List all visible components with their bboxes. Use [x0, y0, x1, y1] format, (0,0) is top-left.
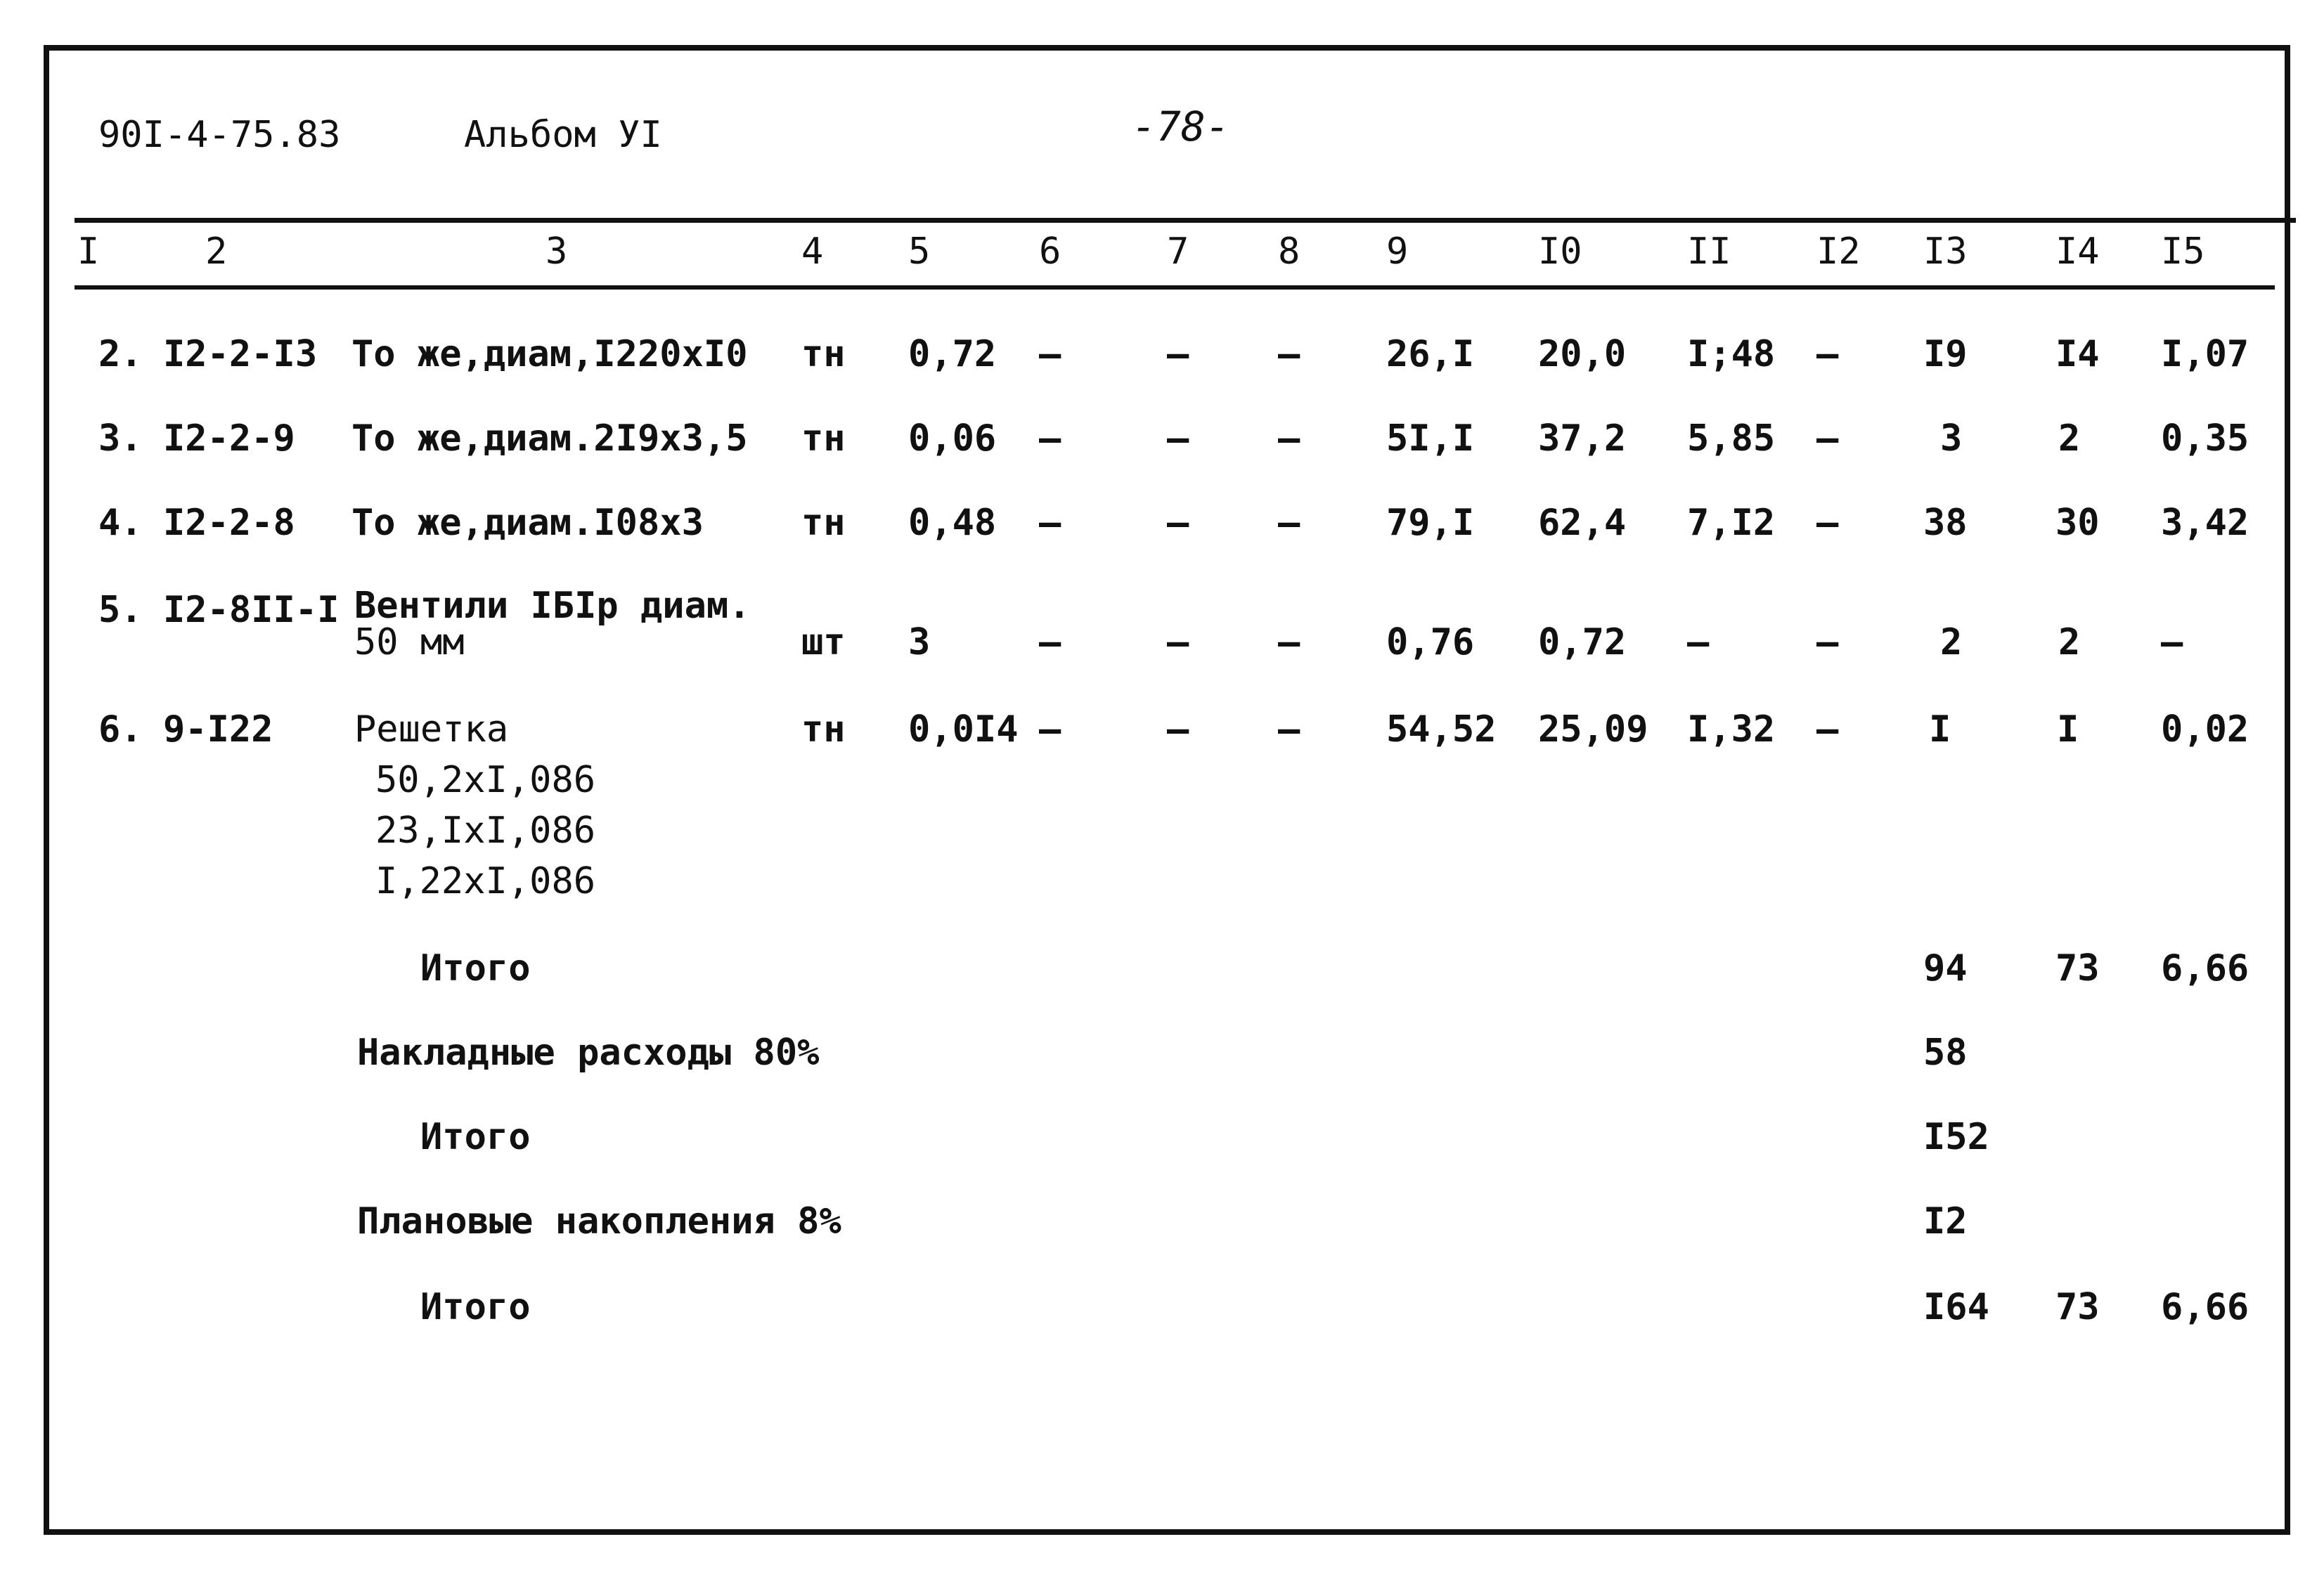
cell-col9: 0,76: [1386, 621, 1475, 663]
summary-label: Итого: [420, 1116, 531, 1158]
rate-code: I2-8II-I: [163, 589, 340, 631]
column-header-1: I: [77, 231, 100, 273]
column-header-12: I2: [1816, 231, 1861, 273]
page-number: -78-: [1132, 103, 1230, 150]
cell-col12: –: [1816, 502, 1839, 544]
cell-col7: –: [1167, 621, 1189, 663]
column-header-10: I0: [1538, 231, 1582, 273]
cell-col7: –: [1167, 502, 1189, 544]
cell-col13: I9: [1923, 333, 1968, 375]
column-header-4: 4: [801, 231, 824, 273]
row-number: 2.: [98, 333, 143, 375]
column-header-6: 6: [1039, 231, 1061, 273]
cell-col15: 0,02: [2161, 708, 2249, 751]
summary-col14: 73: [2055, 1286, 2100, 1328]
cell-col6: –: [1039, 621, 1061, 663]
row-number: 3.: [98, 417, 143, 460]
cell-col9: 5I,I: [1386, 417, 1475, 460]
column-header-13: I3: [1923, 231, 1968, 273]
cell-col11: I,32: [1687, 708, 1776, 751]
unit: тн: [801, 333, 846, 375]
cell-col8: –: [1278, 417, 1300, 460]
quantity: 0,06: [908, 417, 997, 460]
document-code: 90I-4-75.83: [98, 114, 341, 156]
cell-col11: I;48: [1687, 333, 1776, 375]
cell-col8: –: [1278, 502, 1300, 544]
summary-label: Плановые накопления 8%: [357, 1200, 841, 1242]
summary-col13: I2: [1923, 1200, 1968, 1242]
cell-col11: 7,I2: [1687, 502, 1776, 544]
cell-col8: –: [1278, 333, 1300, 375]
column-header-11: II: [1687, 231, 1731, 273]
cell-col15: 0,35: [2161, 417, 2249, 460]
column-header-14: I4: [2055, 231, 2100, 273]
cell-col7: –: [1167, 708, 1189, 751]
item-description-line2: 50,2xI,086: [375, 759, 596, 801]
column-header-2: 2: [205, 231, 228, 273]
item-description: Вентили IБIр диам.: [354, 585, 751, 627]
cell-col15: I,07: [2161, 333, 2249, 375]
header-rule: [75, 218, 2296, 223]
summary-col13: 94: [1923, 947, 1968, 989]
cell-col14: 2: [2058, 621, 2081, 663]
item-description: Решетка: [354, 708, 509, 751]
summary-col13: I64: [1923, 1286, 1989, 1328]
column-header-3: 3: [546, 231, 568, 273]
item-description-line3: 23,IxI,086: [375, 810, 596, 852]
cell-col6: –: [1039, 708, 1061, 751]
item-description: То же,диам,I220xI0: [351, 333, 748, 375]
summary-label: Итого: [420, 1286, 531, 1328]
cell-col10: 20,0: [1538, 333, 1627, 375]
summary-col13: I52: [1923, 1116, 1989, 1158]
column-header-5: 5: [908, 231, 931, 273]
row-number: 4.: [98, 502, 143, 544]
cell-col10: 37,2: [1538, 417, 1627, 460]
rate-code: I2-2-8: [163, 502, 295, 544]
cell-col14: I: [2057, 708, 2079, 751]
unit: тн: [801, 417, 846, 460]
column-header-8: 8: [1278, 231, 1300, 273]
rate-code: I2-2-9: [163, 417, 295, 460]
cell-col13: 2: [1940, 621, 1963, 663]
cell-col12: –: [1816, 333, 1839, 375]
cell-col9: 54,52: [1386, 708, 1497, 751]
cell-col6: –: [1039, 333, 1061, 375]
cell-col6: –: [1039, 502, 1061, 544]
summary-col15: 6,66: [2161, 947, 2249, 989]
cell-col11: –: [1687, 621, 1710, 663]
unit: тн: [801, 502, 846, 544]
unit: тн: [801, 708, 846, 751]
row-number: 6.: [98, 708, 143, 751]
cell-col12: –: [1816, 708, 1839, 751]
cell-col14: I4: [2055, 333, 2100, 375]
album-title: Альбом УI: [464, 114, 662, 156]
summary-col14: 73: [2055, 947, 2100, 989]
cell-col12: –: [1816, 621, 1839, 663]
cell-col11: 5,85: [1687, 417, 1776, 460]
quantity: 0,72: [908, 333, 997, 375]
cell-col10: 0,72: [1538, 621, 1627, 663]
cell-col7: –: [1167, 417, 1189, 460]
cell-col8: –: [1278, 621, 1300, 663]
cell-col9: 79,I: [1386, 502, 1475, 544]
cell-col10: 25,09: [1538, 708, 1648, 751]
item-description-line2: 50 мм: [354, 621, 465, 663]
cell-col14: 2: [2058, 417, 2081, 460]
cell-col12: –: [1816, 417, 1839, 460]
cell-col13: 38: [1923, 502, 1968, 544]
item-description: То же,диам.2I9x3,5: [351, 417, 748, 460]
cell-col15: –: [2161, 621, 2183, 663]
item-description-line4: I,22xI,086: [375, 860, 596, 902]
cell-col7: –: [1167, 333, 1189, 375]
cell-col13: 3: [1940, 417, 1963, 460]
cell-col13: I: [1929, 708, 1951, 751]
summary-label: Итого: [420, 947, 531, 989]
row-number: 5.: [98, 589, 143, 631]
cell-col6: –: [1039, 417, 1061, 460]
rate-code: 9-I22: [163, 708, 273, 751]
quantity: 3: [908, 621, 931, 663]
cell-col14: 30: [2055, 502, 2100, 544]
column-header-9: 9: [1386, 231, 1409, 273]
summary-col15: 6,66: [2161, 1286, 2249, 1328]
column-header-rule: [75, 285, 2275, 290]
quantity: 0,48: [908, 502, 997, 544]
quantity: 0,0I4: [908, 708, 1019, 751]
summary-label: Накладные расходы 80%: [357, 1032, 820, 1074]
summary-col13: 58: [1923, 1032, 1968, 1074]
unit: шт: [801, 621, 846, 663]
column-header-15: I5: [2161, 231, 2205, 273]
cell-col8: –: [1278, 708, 1300, 751]
item-description: То же,диам.I08x3: [351, 502, 704, 544]
cell-col10: 62,4: [1538, 502, 1627, 544]
cell-col9: 26,I: [1386, 333, 1475, 375]
cell-col15: 3,42: [2161, 502, 2249, 544]
column-header-7: 7: [1167, 231, 1189, 273]
rate-code: I2-2-I3: [163, 333, 318, 375]
